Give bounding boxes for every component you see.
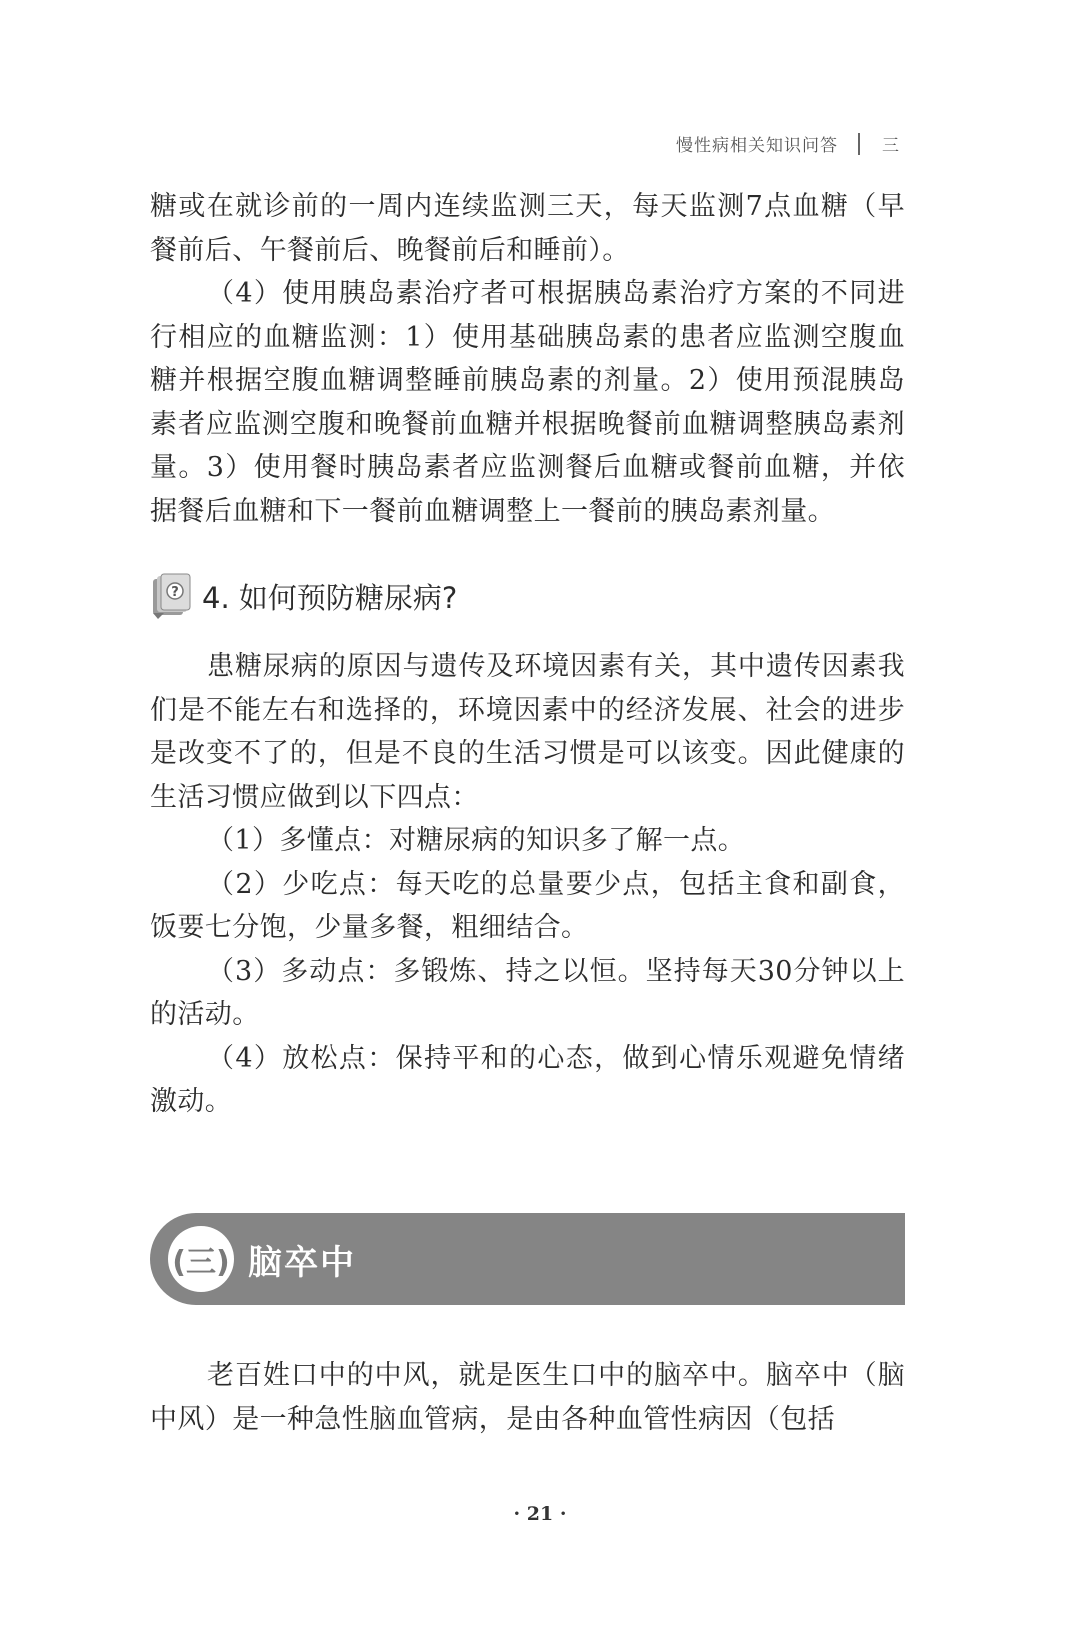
question-heading — [150, 571, 905, 621]
section-banner — [150, 1213, 905, 1305]
paragraph: 老百姓口中的中风，就是医生口中的脑卒中。脑卒中（脑中风）是一种急性脑血管病，是由各种血管性病因（包括 — [150, 1360, 905, 1435]
chapter-number: 三 — [882, 136, 900, 156]
list-item: （3）多动点：多锻炼、持之以恒。坚持每天30分钟以上的活动。 — [150, 955, 905, 1030]
svg-text:?: ? — [171, 585, 179, 600]
list-item: （4）放松点：保持平和的心态，做到心情乐观避免情绪激动。 — [150, 1042, 905, 1117]
question-book-icon — [150, 573, 196, 619]
page-number: · 21 · — [513, 1503, 567, 1525]
paragraph: 糖或在就诊前的一周内连续监测三天，每天监测7点血糖（早餐前后、午餐前后、晚餐前后和睡前）。 — [150, 191, 905, 266]
paragraph: （4）使用胰岛素治疗者可根据胰岛素治疗方案的不同进行相应的血糖监测：1）使用基础胰岛素的患者应监测空腹血糖并根据空腹血糖调整睡前胰岛素的剂量。2）使用预混胰岛素者应监测空腹和晚餐前血糖并根据晚餐前血糖调整胰岛素剂量。3）使用餐时胰岛素者应监测餐后血糖或餐前血糖，并依据餐后血糖和下一餐前血糖调整上一餐前的胰岛素剂量。 — [150, 278, 905, 527]
paragraph: 患糖尿病的原因与遗传及环境因素有关，其中遗传因素我们是不能左右和选择的，环境因素中的经济发展、社会的进步是改变不了的，但是不良的生活习惯是可以该变。因此健康的生活习惯应做到以下四点： — [150, 651, 905, 813]
list-item: （1）多懂点：对糖尿病的知识多了解一点。 — [207, 825, 746, 856]
main-content-bottom — [150, 1354, 905, 1441]
section-number: (三) — [172, 1245, 230, 1280]
main-content-top — [150, 185, 905, 1124]
running-header — [676, 131, 900, 156]
running-title: 慢性病相关知识问答 — [676, 136, 838, 156]
list-item: （2）少吃点：每天吃的总量要少点，包括主食和副食，饭要七分饱，少量多餐，粗细结合。 — [150, 868, 905, 943]
section-number-badge — [168, 1226, 234, 1292]
section-title: 脑卒中 — [248, 1242, 356, 1283]
header-divider — [858, 133, 860, 155]
question-title: 4. 如何预防糖尿病? — [202, 580, 458, 615]
